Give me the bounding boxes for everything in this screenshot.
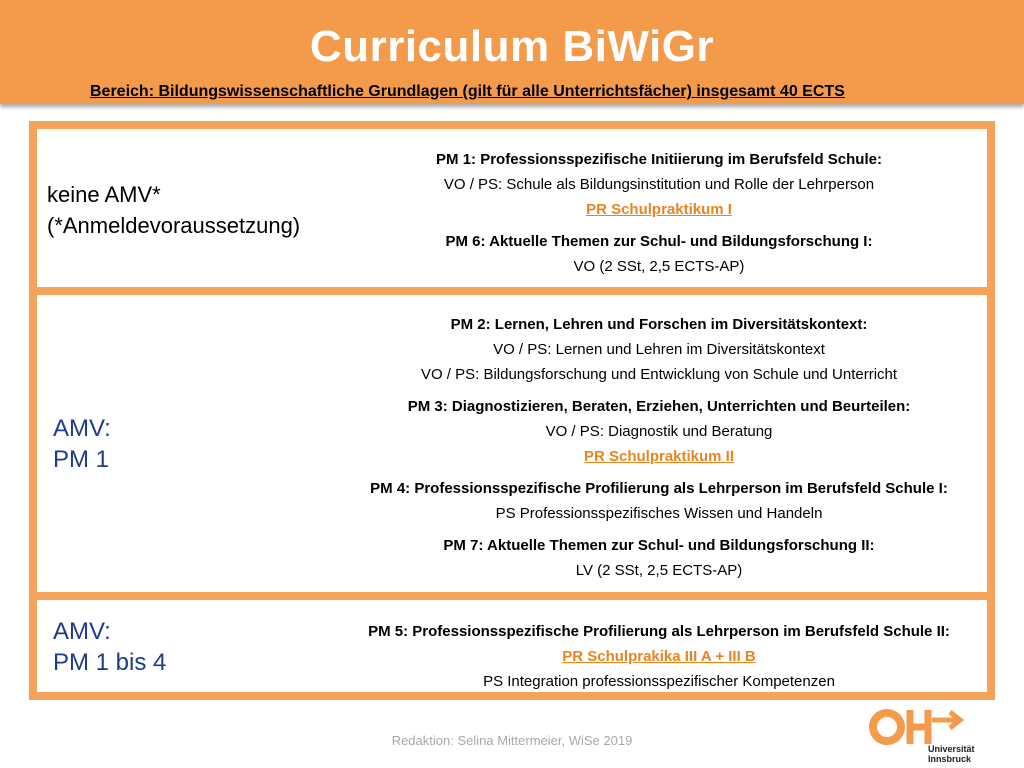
- section-amv-pm1-4: [37, 600, 987, 692]
- pm3-practicum-link[interactable]: PR Schulpraktikum II: [583, 448, 735, 465]
- university-logo: [868, 704, 975, 764]
- pm1-course: VO / PS: Schule als Bildungsinstitution und Rolle der Lehrperson: [443, 176, 875, 193]
- section-3-label: [53, 616, 166, 678]
- pm7-course: LV (2 SSt, 2,5 ECTS-AP): [575, 562, 743, 579]
- pm7-title: PM 7: Aktuelle Themen zur Schul- und Bildungsforschung II:: [443, 537, 875, 554]
- pm5-title: PM 5: Professionsspezifische Profilierung als Lehrperson im Berufsfeld Schule II:: [368, 623, 950, 640]
- logo-o-shape: [873, 713, 901, 741]
- pm5-course: PS Integration professionsspezifischer Kompetenzen: [483, 673, 835, 690]
- section-1-label-line2: (*Anmeldevoraussetzung): [47, 213, 301, 238]
- logo-text-line1: Universität: [928, 744, 975, 754]
- pm4-title: PM 4: Professionsspezifische Profilierung als Lehrperson im Berufsfeld Schule I:: [370, 480, 948, 497]
- slide-header: [0, 0, 1024, 104]
- logo-h-shape: [910, 710, 928, 744]
- section-1-label: [47, 179, 300, 241]
- pm5-practicum-link[interactable]: PR Schulprakika III A + III B: [562, 648, 756, 665]
- pm2-title: PM 2: Lernen, Lehren und Forschen im Diversitätskontext:: [450, 316, 868, 333]
- section-3-content: [309, 619, 1009, 694]
- pm1-title: PM 1: Professionsspezifische Initiierung im Berufsfeld Schule:: [436, 151, 882, 168]
- pm3-title: PM 3: Diagnostizieren, Beraten, Erziehen, Unterrichten und Beurteilen:: [407, 398, 911, 415]
- pm1-practicum-link[interactable]: PR Schulpraktikum I: [586, 201, 732, 218]
- section-1-label-line1: keine AMV*: [47, 182, 161, 207]
- section-2-label-line2: PM 1: [53, 446, 110, 473]
- pm6-title: PM 6: Aktuelle Themen zur Schul- und Bildungsforschung I:: [445, 233, 873, 250]
- section-amv-pm1: [37, 295, 987, 592]
- pm3-course: VO / PS: Diagnostik und Beratung: [545, 423, 773, 440]
- section-1-content: [309, 147, 1009, 279]
- slide-title: Curriculum BiWiGr: [309, 22, 715, 71]
- section-3-label-line2: PM 1 bis 4: [53, 649, 167, 676]
- section-3-label-line1: AMV:: [53, 618, 111, 645]
- logo-arrow-icon: [932, 712, 960, 728]
- section-2-label: [53, 413, 111, 475]
- pm2-course-1: VO / PS: Lernen und Lehren im Diversitätskontext: [493, 341, 825, 358]
- footer-credit: Redaktion: Selina Mittermeier, WiSe 2019: [391, 733, 633, 748]
- slide-subtitle: Bereich: Bildungswissenschaftliche Grundlagen (gilt für alle Unterrichtsfächer) insgesamt 40 ECTS: [90, 83, 845, 100]
- logo-text-line2: Innsbruck: [928, 754, 972, 764]
- pm6-course: VO (2 SSt, 2,5 ECTS-AP): [573, 258, 745, 275]
- section-2-content: [309, 312, 1009, 583]
- section-2-label-line1: AMV:: [53, 415, 111, 442]
- section-no-prerequisite: [37, 129, 987, 287]
- pm2-course-2: VO / PS: Bildungsforschung und Entwicklung von Schule und Unterricht: [420, 366, 898, 383]
- pm4-course: PS Professionsspezifisches Wissen und Handeln: [495, 505, 823, 522]
